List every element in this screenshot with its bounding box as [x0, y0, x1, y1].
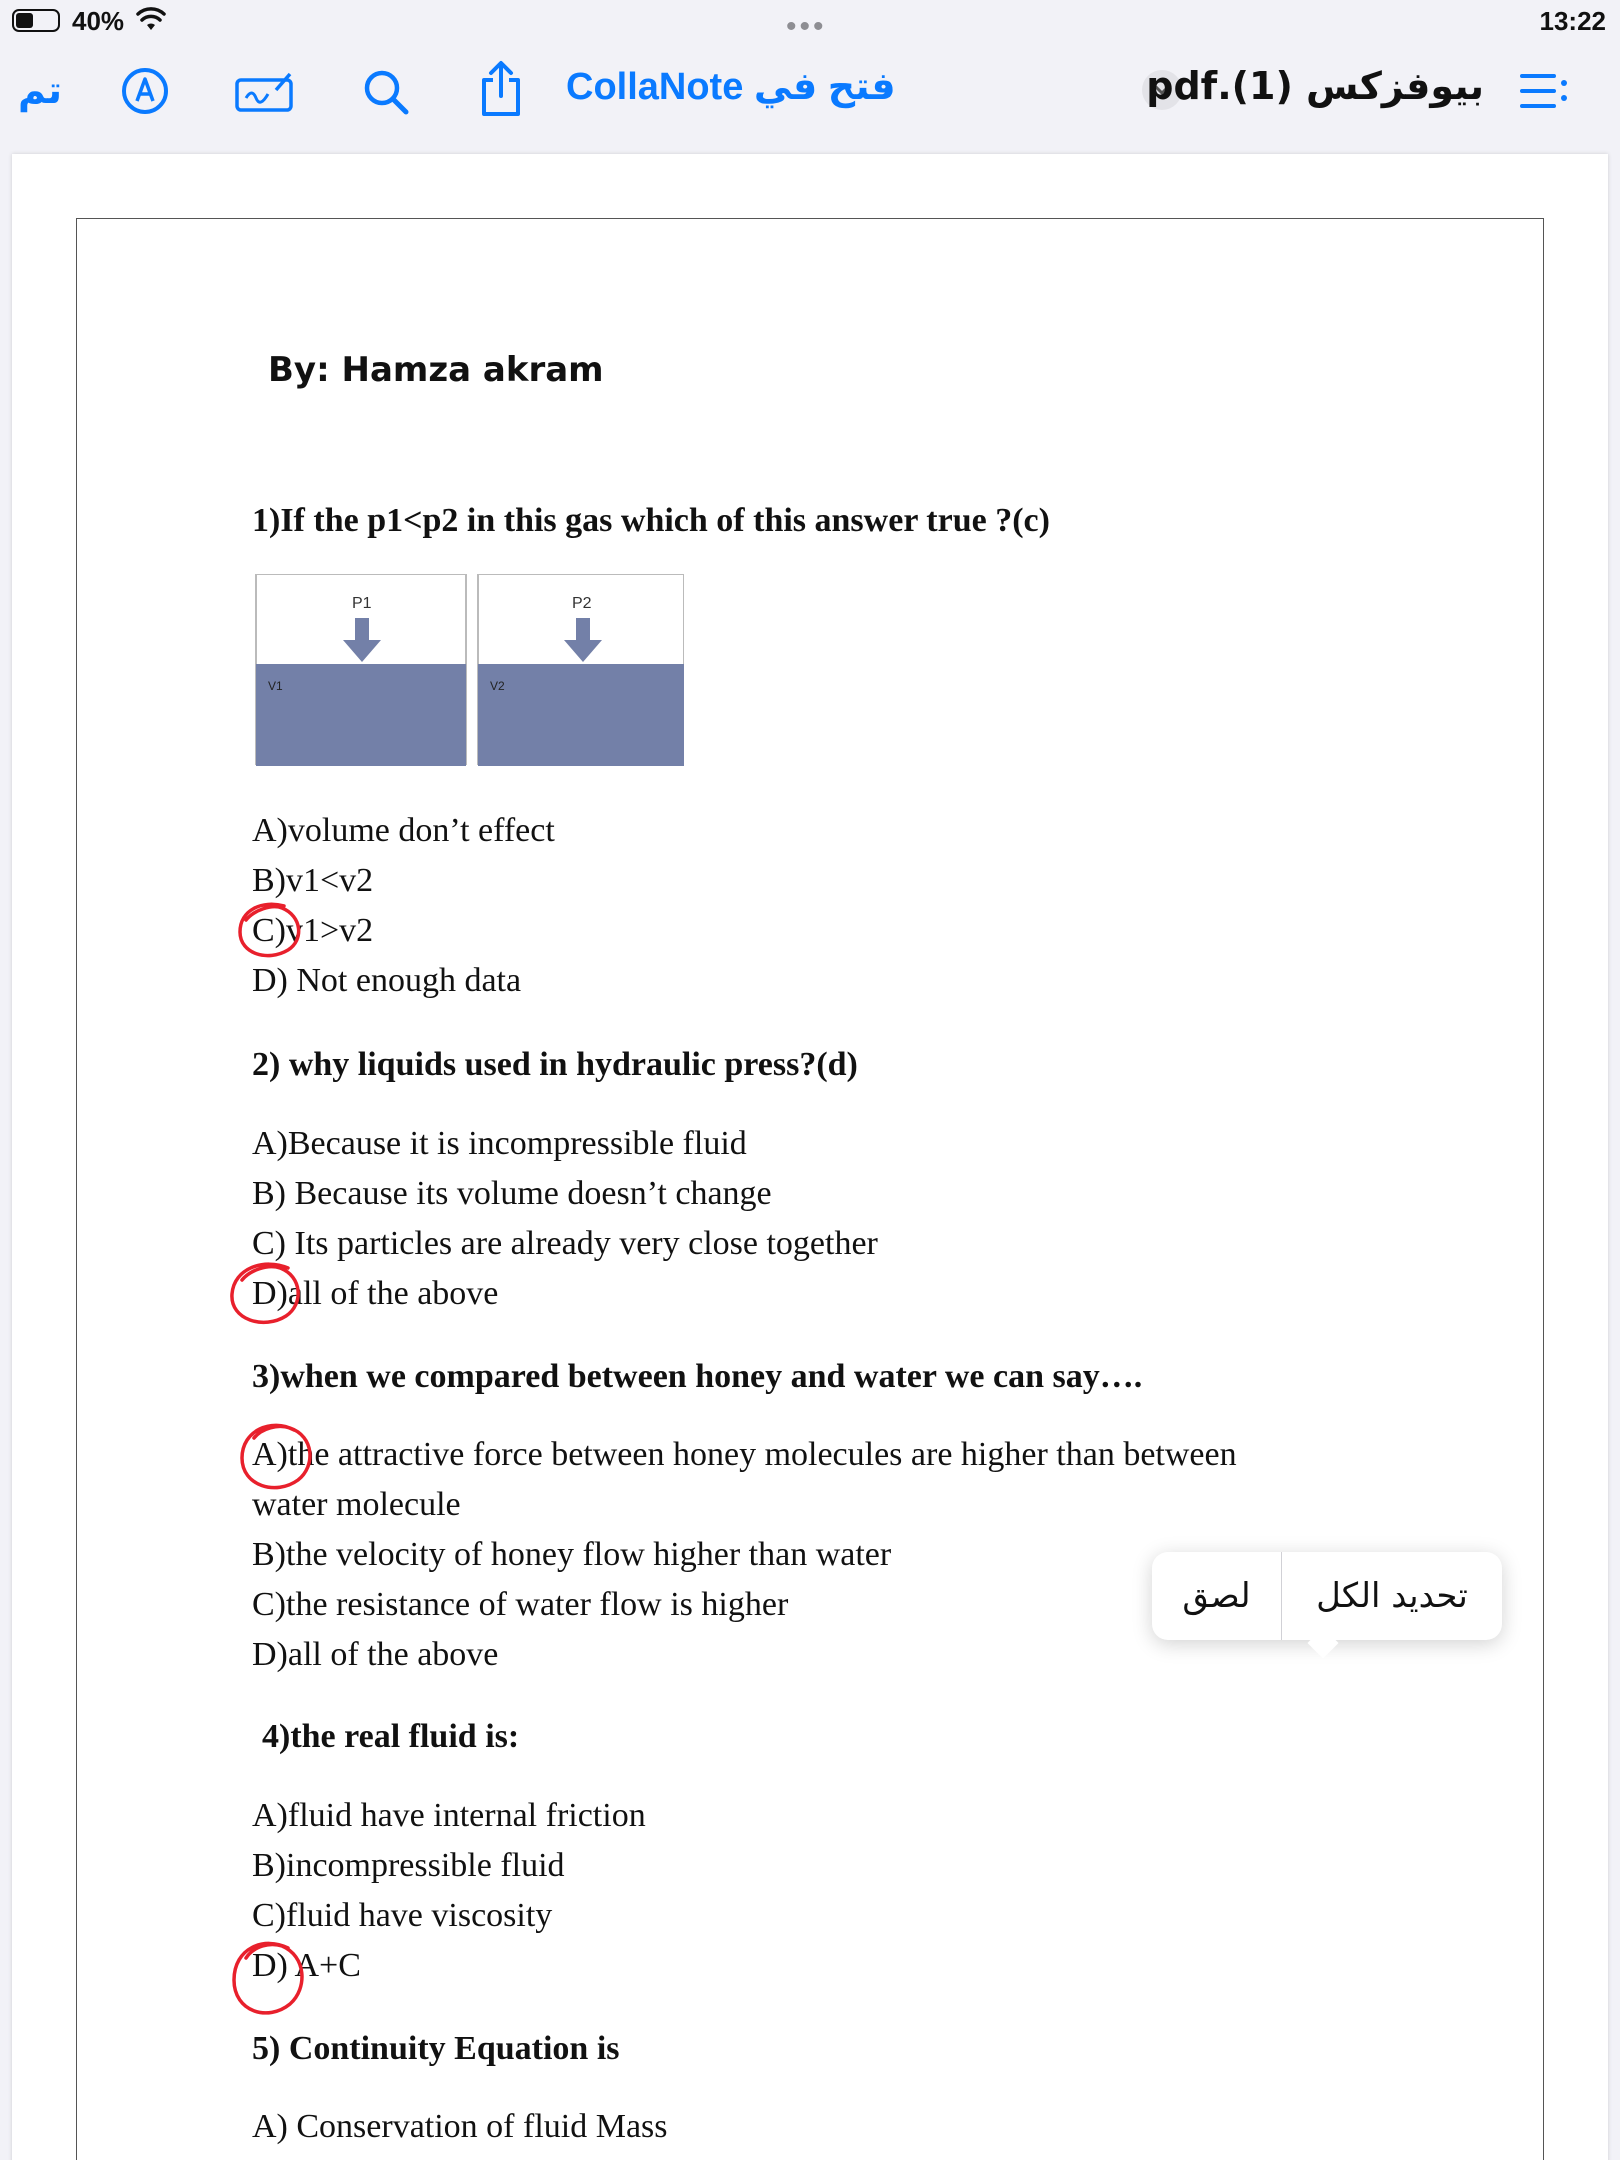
q1-option-b: B)v1<v2	[252, 862, 374, 899]
open-in-collanote-button[interactable]: فتح في CollaNote	[566, 66, 896, 108]
q3-option-d: D)all of the above	[252, 1636, 499, 1673]
annotation-circle-q3	[234, 1416, 330, 1500]
question-2: 2) why liquids used in hydraulic press?(d)	[252, 1046, 858, 1083]
q2-option-b: B) Because its volume doesn’t change	[252, 1175, 772, 1212]
figure-label-v2: V2	[490, 679, 505, 693]
question-1: 1)If the p1<p2 in this gas which of this answer true ?(c)	[252, 502, 1050, 539]
multitasking-dots[interactable]: •••	[786, 10, 827, 43]
q3-option-a: A)the attractive force between honey molecules are higher than between	[252, 1436, 1237, 1473]
figure-label-p2: P2	[572, 595, 592, 612]
q5-option-a: A) Conservation of fluid Mass	[252, 2108, 668, 2145]
q2-option-d: D)all of the above	[252, 1275, 499, 1312]
paste-button[interactable]: لصق	[1152, 1552, 1282, 1640]
figure-label-p1: P1	[352, 595, 372, 612]
share-icon[interactable]	[476, 60, 526, 118]
document-title[interactable]: بيوفزكس (1).pdf	[1146, 64, 1484, 108]
q1-option-d: D) Not enough data	[252, 962, 522, 999]
select-all-button[interactable]: تحديد الكل	[1316, 1576, 1468, 1616]
annotation-circle-q2	[224, 1258, 320, 1334]
question-4: 4)the real fluid is:	[262, 1718, 520, 1755]
q2-option-c: C) Its particles are already very close together	[252, 1225, 878, 1262]
context-menu	[1152, 1552, 1502, 1640]
q1-option-a: A)volume don’t effect	[252, 812, 555, 849]
q3-option-c: C)the resistance of water flow is higher	[252, 1586, 789, 1623]
markup-icon[interactable]	[120, 66, 170, 116]
annotation-circle-q4	[226, 1934, 322, 2026]
gas-pressure-figure	[254, 574, 684, 766]
toolbar	[0, 50, 1620, 130]
signature-icon[interactable]	[234, 68, 296, 114]
q4-option-c: C)fluid have viscosity	[252, 1897, 553, 1934]
list-icon[interactable]	[1518, 68, 1570, 114]
question-5: 5) Continuity Equation is	[252, 2030, 620, 2067]
clock: 13:22	[1539, 6, 1606, 36]
battery-icon	[12, 9, 60, 32]
wifi-icon	[136, 6, 166, 32]
q3-option-b: B)the velocity of honey flow higher than water	[252, 1536, 892, 1573]
q2-option-a: A)Because it is incompressible fluid	[252, 1125, 747, 1162]
battery-percentage: 40%	[72, 6, 125, 36]
q4-option-b: B)incompressible fluid	[252, 1847, 565, 1884]
search-icon[interactable]	[362, 68, 410, 116]
q4-option-a: A)fluid have internal friction	[252, 1797, 646, 1834]
q1-option-c: C)v1>v2	[252, 912, 374, 949]
q3-option-a-continued: water molecule	[252, 1486, 461, 1523]
figure-label-v1: V1	[268, 679, 283, 693]
author-byline: By: Hamza akram	[268, 350, 604, 390]
q4-option-d: D) A+C	[252, 1947, 361, 1984]
question-3: 3)when we compared between honey and water we can say….	[252, 1358, 1143, 1395]
status-bar	[0, 0, 1620, 43]
done-button[interactable]: تم	[18, 68, 63, 112]
annotation-circle-q1	[232, 898, 322, 966]
